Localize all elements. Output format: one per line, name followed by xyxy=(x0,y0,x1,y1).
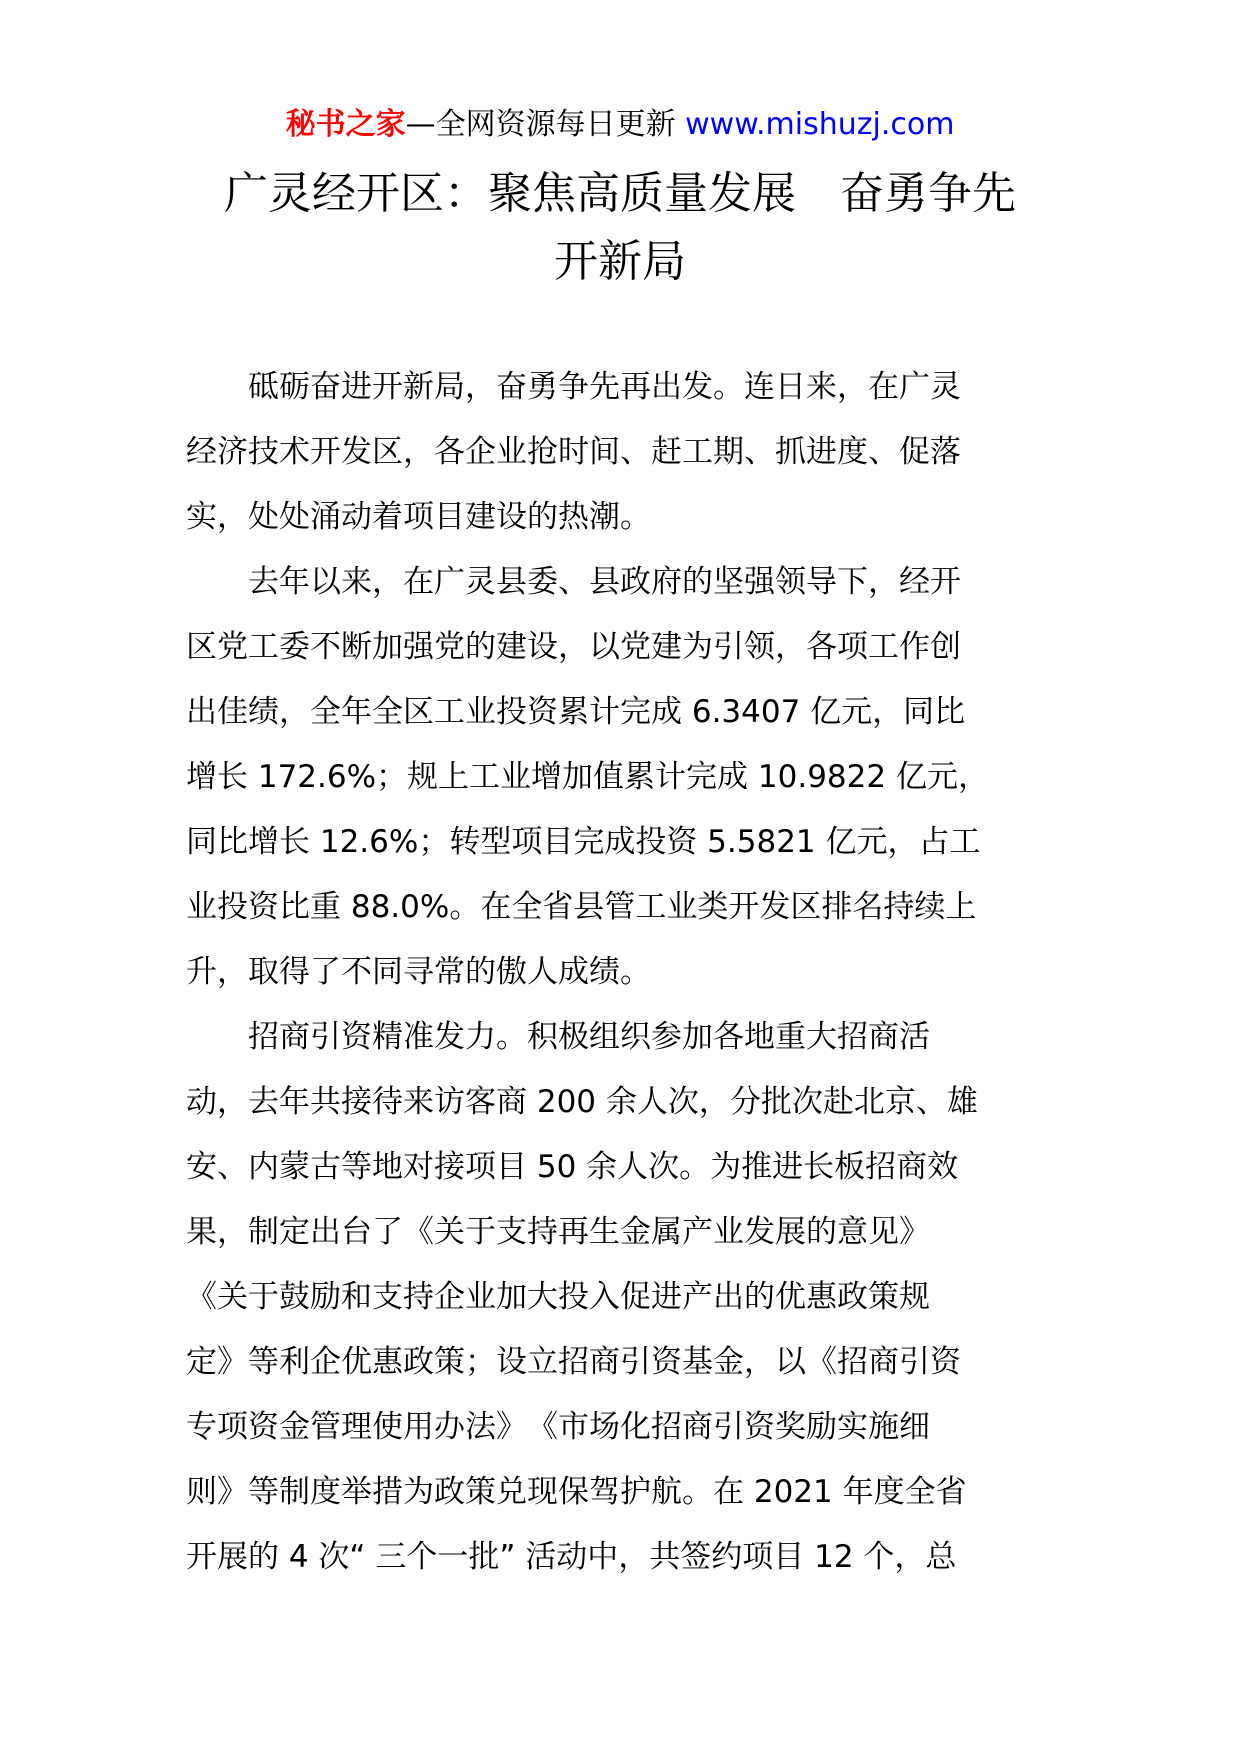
body-line: 区党工委不断加强党的建设，以党建为引领，各项工作创 xyxy=(186,629,961,665)
body-line: 出佳绩，全年全区工业投资累计完成 6.3407 亿元，同比 xyxy=(186,694,966,730)
body-line: 定》等利企优惠政策；设立招商引资基金，以《招商引资 xyxy=(186,1344,961,1380)
body-line: 动，去年共接待来访客商 200 余人次，分批次赴北京、雄 xyxy=(186,1084,978,1120)
body-line: 去年以来，在广灵县委、县政府的坚强领导下，经开 xyxy=(186,564,961,600)
body-line: 实，处处涌动着项目建设的热潮。 xyxy=(186,499,651,535)
title-line-2: 开新局 xyxy=(554,236,686,287)
body-line: 安、内蒙古等地对接项目 50 余人次。为推进长板招商效 xyxy=(186,1149,959,1185)
body-line: 开展的 4 次“ 三个一批” 活动中，共签约项目 12 个，总 xyxy=(186,1539,957,1575)
article-body xyxy=(186,355,1054,1590)
body-line: 经济技术开发区，各企业抢时间、赶工期、抓进度、促落 xyxy=(186,434,961,470)
site-header xyxy=(0,100,1240,150)
title-line-1: 广灵经开区：聚焦高质量发展 奋勇争先 xyxy=(224,168,1016,219)
body-line: 专项资金管理使用办法》 《市场化招商引资奖励实施细 xyxy=(186,1409,930,1445)
brand-name: 秘书之家 xyxy=(285,107,406,142)
article-title xyxy=(180,160,1060,296)
body-line: 同比增长 12.6%；转型项目完成投资 5.5821 亿元，占工 xyxy=(186,824,981,860)
body-line: 增长 172.6%；规上工业增加值累计完成 10.9822 亿元， xyxy=(186,759,989,795)
body-line: 则》等制度举措为政策兑现保驾护航。在 2021 年度全省 xyxy=(186,1474,967,1510)
body-line: 果，制定出台了《关于支持再生金属产业发展的意见》 xyxy=(186,1214,930,1250)
body-line: 《关于鼓励和支持企业加大投入促进产出的优惠政策规 xyxy=(186,1279,930,1315)
body-line: 升，取得了不同寻常的傲人成绩。 xyxy=(186,954,651,990)
body-line: 砥砺奋进开新局，奋勇争先再出发。连日来，在广灵 xyxy=(186,369,961,405)
body-line: 业投资比重 88.0%。在全省县管工业类开发区排名持续上 xyxy=(186,889,977,925)
header-tagline: —全网资源每日更新 xyxy=(405,107,676,142)
site-url-link[interactable]: www.mishuzj.com xyxy=(685,107,955,142)
body-line: 招商引资精准发力。积极组织参加各地重大招商活 xyxy=(186,1019,930,1055)
